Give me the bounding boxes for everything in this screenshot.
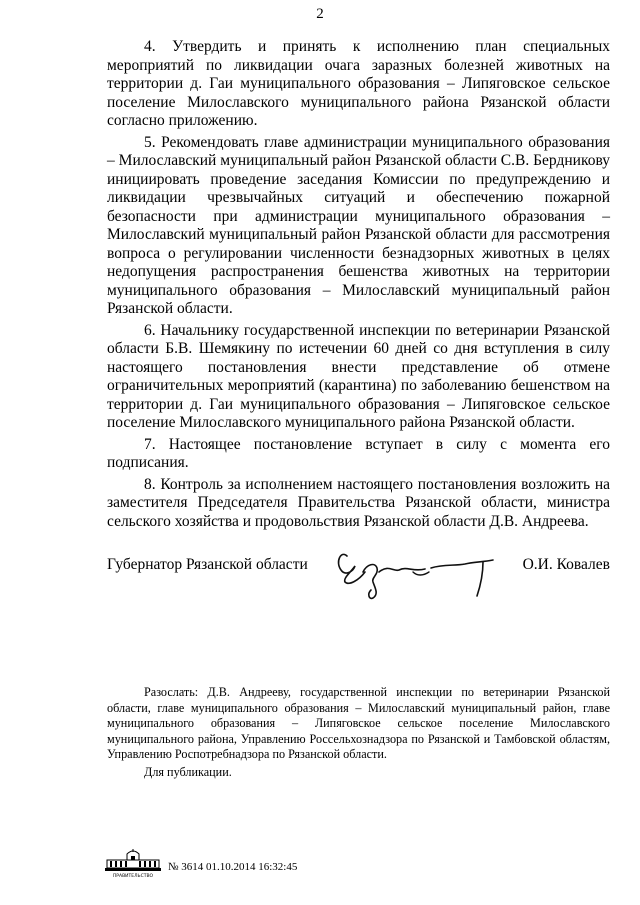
page-number: 2 [316, 6, 324, 22]
paragraph-7: 7. Настоящее постановление вступает в силу с момента его подписания. [107, 435, 610, 471]
for-publication-note: Для публикации. [144, 764, 232, 779]
distribution-text: Разослать: Д.В. Андрееву, государственной инспекции по ветеринарии Рязанской области, главе муниципального образования – Милославский муниципальный район, главе муниципального образования – Липяговское сельское поселение Милославского муниципального района, Управлению Россельхознадзора по Рязанской и Тамбовской областям, Управлению Роспотребнадзора по Рязанской области. [107, 685, 610, 761]
signatory-title: Губернатор Рязанской области [107, 556, 308, 573]
handwritten-signature [333, 542, 503, 600]
paragraph-8: 8. Контроль за исполнением настоящего постановления возложить на заместителя Председателя Правительства Рязанской области, министра сельского хозяйства и продовольствия Рязанской области Д.В. Андреева. [107, 475, 610, 530]
document-stamp: № 3614 01.10.2014 16:32:45 [168, 861, 298, 873]
signature-block [107, 548, 610, 598]
paragraph-5: 5. Рекомендовать главе администрации муниципального образования – Милославский муниципальный район Рязанской области С.В. Бердникову инициировать проведение заседания Комиссии по предупреждению и ликвидации чрезвычайных ситуаций и обеспечению пожарной безопасности при администрации муниципального образования – Милославский муниципальный район Рязанской области для рассмотрения вопроса о регулировании численности безнадзорных животных в целях недопущения распространения бешенства животных на территории муниципального образования – Милославский муниципальный район Рязанской области. [107, 133, 610, 317]
logo-caption: ПРАВИТЕЛЬСТВО [112, 874, 154, 878]
government-building-logo [103, 848, 163, 878]
distribution-list [107, 685, 610, 780]
signatory-name: О.И. Ковалев [522, 556, 610, 573]
document-body [107, 38, 610, 534]
paragraph-4: 4. Утвердить и принять к исполнению план специальных мероприятий по ликвидации очага заразных болезней животных на территории д. Гаи муниципального образования – Липяговское сельское поселение Милославского муниципального района Рязанской области согласно приложению. [107, 38, 610, 129]
paragraph-6: 6. Начальнику государственной инспекции по ветеринарии Рязанской области Б.В. Шемякину по истечении 60 дней со дня вступления в силу настоящего постановления внести представление об отмене ограничительных мероприятий (карантина) по заболеванию бешенством на территории д. Гаи муниципального образования – Липяговское сельское поселение Милославского муниципального района Рязанской области. [107, 321, 610, 431]
